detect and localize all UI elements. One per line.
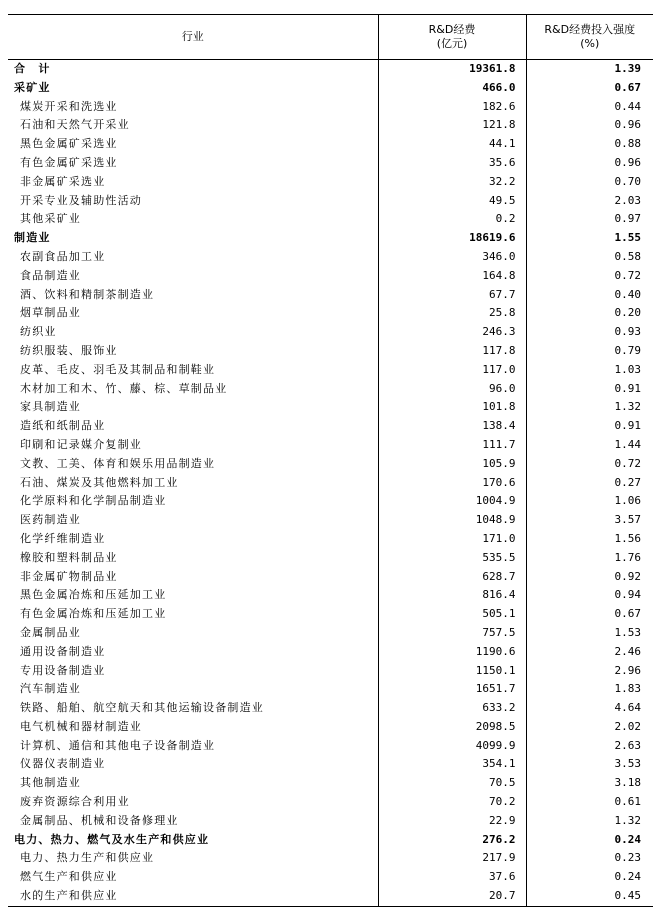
industry-name-cell: 有色金属冶炼和压延加工业 — [8, 605, 378, 624]
intensity-cell: 0.24 — [614, 832, 641, 846]
expenditure-cell: 276.2 — [378, 831, 526, 850]
intensity-cell: 0.91 — [614, 419, 641, 433]
table-row — [8, 436, 653, 455]
industry-name-cell: 纺织服装、服饰业 — [8, 342, 378, 361]
intensity-cell: 4.64 — [614, 701, 641, 715]
table-row — [8, 718, 653, 737]
industry-name-cell: 通用设备制造业 — [8, 643, 378, 662]
table-row — [8, 267, 653, 286]
table-row — [8, 173, 653, 192]
header-intensity-label: R&D经费投入强度 — [544, 23, 636, 36]
expenditure-cell: 138.4 — [378, 417, 526, 436]
table-row — [8, 474, 653, 493]
intensity-cell: 1.53 — [614, 625, 641, 639]
industry-name-cell: 黑色金属冶炼和压延加工业 — [8, 586, 378, 605]
expenditure-cell: 101.8 — [378, 398, 526, 417]
expenditure-cell: 171.0 — [378, 530, 526, 549]
table-row — [8, 135, 653, 154]
table-row — [8, 755, 653, 774]
expenditure-cell: 2098.5 — [378, 718, 526, 737]
table-row — [8, 60, 653, 79]
industry-name-cell: 铁路、船舶、航空航天和其他运输设备制造业 — [8, 699, 378, 718]
table-row — [8, 361, 653, 380]
intensity-cell: 0.40 — [614, 287, 641, 301]
industry-name-cell: 橡胶和塑料制品业 — [8, 549, 378, 568]
industry-name-cell: 皮革、毛皮、羽毛及其制品和制鞋业 — [8, 361, 378, 380]
intensity-cell: 1.06 — [614, 494, 641, 508]
table-row — [8, 868, 653, 887]
industry-name-cell: 燃气生产和供应业 — [8, 868, 378, 887]
table-row — [8, 511, 653, 530]
expenditure-cell: 170.6 — [378, 474, 526, 493]
industry-name-cell: 非金属矿物制品业 — [8, 568, 378, 587]
expenditure-cell: 628.7 — [378, 568, 526, 587]
expenditure-cell: 20.7 — [378, 887, 526, 906]
table-row — [8, 154, 653, 173]
expenditure-cell: 49.5 — [378, 192, 526, 211]
expenditure-cell: 1651.7 — [378, 680, 526, 699]
expenditure-cell: 354.1 — [378, 755, 526, 774]
intensity-cell: 0.58 — [614, 249, 641, 263]
intensity-cell: 1.56 — [614, 531, 641, 545]
intensity-cell: 1.03 — [614, 362, 641, 376]
intensity-cell: 2.63 — [614, 738, 641, 752]
industry-name-cell: 烟草制品业 — [8, 304, 378, 323]
table-row — [8, 210, 653, 229]
intensity-cell: 0.27 — [614, 475, 641, 489]
intensity-cell: 3.53 — [614, 757, 641, 771]
table-row — [8, 549, 653, 568]
intensity-cell: 0.70 — [614, 174, 641, 188]
expenditure-cell: 535.5 — [378, 549, 526, 568]
expenditure-cell: 1048.9 — [378, 511, 526, 530]
header-industry — [8, 15, 378, 60]
intensity-cell: 0.61 — [614, 795, 641, 809]
expenditure-cell: 1190.6 — [378, 643, 526, 662]
expenditure-cell: 44.1 — [378, 135, 526, 154]
header-expenditure-label: R&D经费 — [428, 23, 476, 36]
table-row — [8, 887, 653, 906]
expenditure-cell: 70.5 — [378, 774, 526, 793]
industry-name-cell: 计算机、通信和其他电子设备制造业 — [8, 737, 378, 756]
expenditure-cell: 4099.9 — [378, 737, 526, 756]
industry-name-cell: 文教、工美、体育和娱乐用品制造业 — [8, 455, 378, 474]
intensity-cell: 0.96 — [614, 155, 641, 169]
table-row — [8, 380, 653, 399]
table-row — [8, 680, 653, 699]
industry-name-cell: 纺织业 — [8, 323, 378, 342]
table-row — [8, 624, 653, 643]
intensity-cell: 0.72 — [614, 456, 641, 470]
table-row — [8, 398, 653, 417]
table-body — [8, 60, 653, 907]
industry-name-cell: 石油和天然气开采业 — [8, 116, 378, 135]
table-row — [8, 812, 653, 831]
intensity-cell: 2.46 — [614, 644, 641, 658]
expenditure-cell: 70.2 — [378, 793, 526, 812]
table-row — [8, 248, 653, 267]
intensity-cell: 3.18 — [614, 776, 641, 790]
table-row — [8, 229, 653, 248]
expenditure-cell: 117.8 — [378, 342, 526, 361]
industry-name-cell: 黑色金属矿采选业 — [8, 135, 378, 154]
industry-name-cell: 开采专业及辅助性活动 — [8, 192, 378, 211]
intensity-cell: 0.23 — [614, 851, 641, 865]
industry-name-cell: 有色金属矿采选业 — [8, 154, 378, 173]
intensity-cell: 0.88 — [614, 137, 641, 151]
intensity-cell: 1.76 — [614, 550, 641, 564]
expenditure-cell: 633.2 — [378, 699, 526, 718]
industry-name-cell: 造纸和纸制品业 — [8, 417, 378, 436]
intensity-cell: 0.96 — [614, 118, 641, 132]
intensity-cell: 0.67 — [614, 80, 641, 94]
expenditure-cell: 466.0 — [378, 79, 526, 98]
table-row — [8, 342, 653, 361]
industry-name-cell: 制造业 — [8, 229, 378, 248]
expenditure-cell: 121.8 — [378, 116, 526, 135]
industry-name-cell: 水的生产和供应业 — [8, 887, 378, 906]
expenditure-cell: 757.5 — [378, 624, 526, 643]
expenditure-cell: 35.6 — [378, 154, 526, 173]
industry-name-cell: 电力、热力生产和供应业 — [8, 849, 378, 868]
table-row — [8, 98, 653, 117]
industry-name-cell: 采矿业 — [8, 79, 378, 98]
expenditure-cell: 96.0 — [378, 380, 526, 399]
expenditure-cell: 182.6 — [378, 98, 526, 117]
expenditure-cell: 25.8 — [378, 304, 526, 323]
table-row — [8, 643, 653, 662]
expenditure-cell: 105.9 — [378, 455, 526, 474]
expenditure-cell: 111.7 — [378, 436, 526, 455]
intensity-cell: 0.72 — [614, 268, 641, 282]
table-row — [8, 662, 653, 681]
intensity-cell: 0.45 — [526, 887, 653, 906]
expenditure-cell: 505.1 — [378, 605, 526, 624]
intensity-cell: 0.24 — [614, 870, 641, 884]
table-row — [8, 455, 653, 474]
table-row — [8, 849, 653, 868]
intensity-cell: 1.32 — [614, 813, 641, 827]
intensity-cell: 1.44 — [614, 437, 641, 451]
table-row — [8, 831, 653, 850]
table-row — [8, 605, 653, 624]
table-row — [8, 568, 653, 587]
industry-name-cell: 化学原料和化学制品制造业 — [8, 492, 378, 511]
header-intensity-unit: (%) — [580, 37, 600, 50]
industry-name-cell: 电气机械和器材制造业 — [8, 718, 378, 737]
intensity-cell: 0.93 — [614, 325, 641, 339]
expenditure-cell: 1150.1 — [378, 662, 526, 681]
intensity-cell: 0.91 — [614, 381, 641, 395]
industry-name-cell: 农副食品加工业 — [8, 248, 378, 267]
industry-name-cell: 印刷和记录媒介复制业 — [8, 436, 378, 455]
table-row — [8, 417, 653, 436]
intensity-cell: 2.03 — [614, 193, 641, 207]
intensity-cell: 2.96 — [614, 663, 641, 677]
header-industry-label: 行业 — [181, 30, 204, 43]
industry-name-cell: 医药制造业 — [8, 511, 378, 530]
intensity-cell: 1.55 — [614, 231, 641, 245]
table-row — [8, 699, 653, 718]
table-row — [8, 586, 653, 605]
industry-name-cell: 非金属矿采选业 — [8, 173, 378, 192]
intensity-cell: 1.39 — [526, 60, 653, 79]
industry-name-cell: 其他制造业 — [8, 774, 378, 793]
industry-name-cell: 家具制造业 — [8, 398, 378, 417]
header-row — [8, 15, 653, 60]
industry-name-cell: 化学纤维制造业 — [8, 530, 378, 549]
expenditure-cell: 0.2 — [378, 210, 526, 229]
expenditure-cell: 18619.6 — [378, 229, 526, 248]
expenditure-cell: 67.7 — [378, 286, 526, 305]
intensity-cell: 1.32 — [614, 400, 641, 414]
table-row — [8, 774, 653, 793]
industry-name-cell: 石油、煤炭及其他燃料加工业 — [8, 474, 378, 493]
expenditure-cell: 32.2 — [378, 173, 526, 192]
expenditure-cell: 217.9 — [378, 849, 526, 868]
expenditure-cell: 117.0 — [378, 361, 526, 380]
table-header — [8, 15, 653, 60]
expenditure-cell: 22.9 — [378, 812, 526, 831]
expenditure-cell: 37.6 — [378, 868, 526, 887]
table-row — [8, 304, 653, 323]
industry-name-cell: 其他采矿业 — [8, 210, 378, 229]
industry-name-cell: 金属制品、机械和设备修理业 — [8, 812, 378, 831]
table-row — [8, 192, 653, 211]
rd-expenditure-table — [8, 14, 653, 907]
intensity-cell: 0.92 — [614, 569, 641, 583]
intensity-cell: 0.97 — [614, 212, 641, 226]
intensity-cell: 2.02 — [614, 719, 641, 733]
expenditure-cell: 346.0 — [378, 248, 526, 267]
header-intensity — [526, 15, 653, 60]
expenditure-cell: 1004.9 — [378, 492, 526, 511]
expenditure-cell: 816.4 — [378, 586, 526, 605]
intensity-cell: 1.83 — [614, 682, 641, 696]
intensity-cell: 0.94 — [614, 588, 641, 602]
industry-name-cell: 木材加工和木、竹、藤、棕、草制品业 — [8, 380, 378, 399]
table-row — [8, 737, 653, 756]
table-row — [8, 793, 653, 812]
table-row — [8, 492, 653, 511]
table-row — [8, 79, 653, 98]
table-row — [8, 286, 653, 305]
industry-name-cell: 仪器仪表制造业 — [8, 755, 378, 774]
industry-name-cell: 金属制品业 — [8, 624, 378, 643]
industry-name-cell: 食品制造业 — [8, 267, 378, 286]
industry-name-cell: 专用设备制造业 — [8, 662, 378, 681]
table-row — [8, 530, 653, 549]
expenditure-cell: 19361.8 — [378, 60, 526, 79]
table-row — [8, 116, 653, 135]
intensity-cell: 0.44 — [614, 99, 641, 113]
expenditure-cell: 246.3 — [378, 323, 526, 342]
industry-name-cell: 煤炭开采和洗选业 — [8, 98, 378, 117]
intensity-cell: 0.20 — [614, 306, 641, 320]
industry-name-cell: 电力、热力、燃气及水生产和供应业 — [8, 831, 378, 850]
industry-name-cell: 酒、饮料和精制茶制造业 — [8, 286, 378, 305]
table-row — [8, 323, 653, 342]
intensity-cell: 0.67 — [614, 607, 641, 621]
header-expenditure — [378, 15, 526, 60]
intensity-cell: 3.57 — [614, 513, 641, 527]
industry-name-cell: 废弃资源综合利用业 — [8, 793, 378, 812]
intensity-cell: 0.79 — [614, 343, 641, 357]
header-expenditure-unit: (亿元) — [436, 37, 468, 50]
industry-name-cell: 汽车制造业 — [8, 680, 378, 699]
industry-name-cell: 合 计 — [8, 60, 378, 79]
expenditure-cell: 164.8 — [378, 267, 526, 286]
